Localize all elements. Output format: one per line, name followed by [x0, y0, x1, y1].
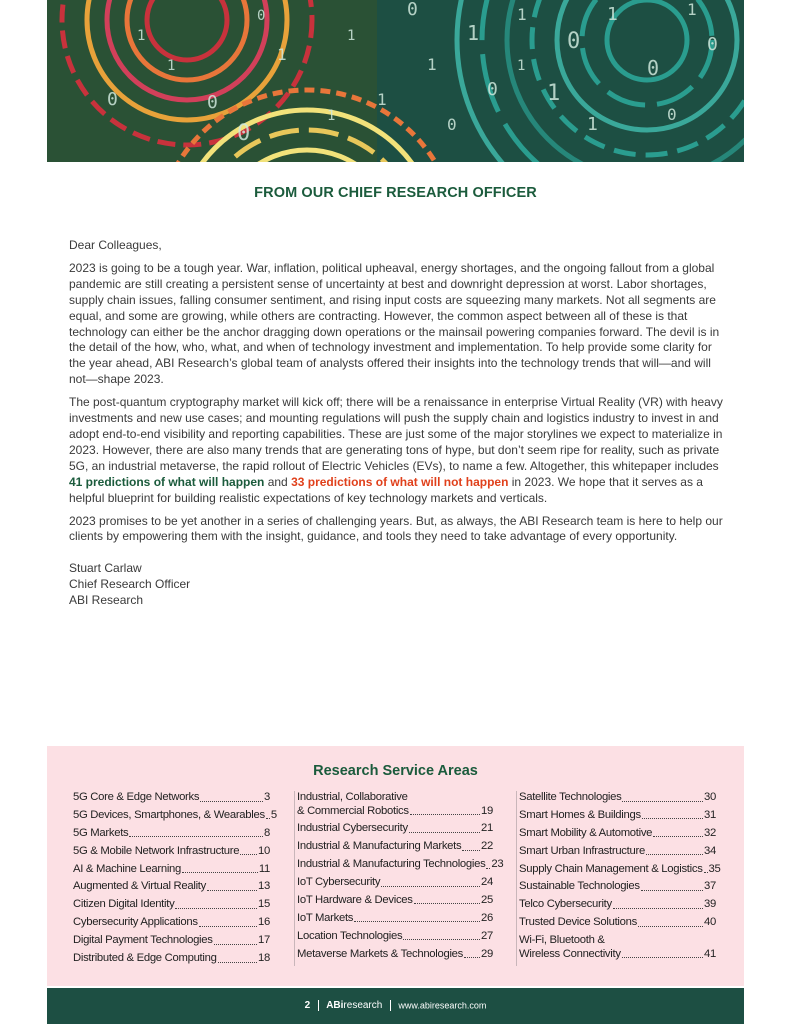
- toc-entry-name: Wireless Connectivity: [519, 947, 621, 960]
- toc-entry[interactable]: [297, 840, 493, 854]
- toc-leader-dots: [409, 832, 480, 833]
- section-heading: FROM OUR CHIEF RESEARCH OFFICER: [254, 185, 537, 201]
- banner-binary-digit: 1: [377, 90, 387, 109]
- toc-entry-name: IoT Hardware & Devices: [297, 893, 413, 906]
- banner-binary-digit: 1: [327, 108, 336, 124]
- toc-entry[interactable]: [297, 858, 504, 872]
- toc-leader-dots: [354, 921, 480, 922]
- footer-url[interactable]: www.abiresearch.com: [398, 1000, 487, 1011]
- banner-binary-digit: 1: [547, 81, 561, 106]
- paragraph-text: in 2023. We hope that it serves as a helpful blueprint for building realistic expectations of key technology markets and verticals.: [69, 474, 703, 505]
- toc-entry[interactable]: [73, 808, 277, 823]
- toc-entry[interactable]: [519, 862, 721, 877]
- toc-leader-dots: [175, 908, 257, 909]
- toc-entry-page: 23: [491, 858, 504, 871]
- abi-research-logo: [326, 1000, 382, 1011]
- toc-entry-page: 16: [258, 916, 270, 929]
- research-service-areas-title: Research Service Areas: [313, 763, 478, 779]
- toc-entry-name: Industrial & Manufacturing Technologies: [297, 858, 486, 871]
- toc-entry[interactable]: [519, 880, 716, 894]
- toc-leader-dots: [414, 903, 480, 904]
- header-banner-image: [47, 0, 744, 162]
- toc-entry-page: 10: [258, 844, 270, 857]
- toc-leader-dots: [207, 890, 257, 891]
- banner-binary-digit: 1: [137, 28, 146, 44]
- letter-body: [69, 238, 724, 609]
- toc-entry-name-line1: Wi-Fi, Bluetooth &: [519, 934, 605, 947]
- toc-leader-dots: [403, 939, 480, 940]
- toc-entry-page: 25: [481, 893, 493, 906]
- toc-entry[interactable]: [73, 880, 270, 894]
- toc-entry-name: Distributed & Edge Computing: [73, 952, 217, 965]
- signature-block: [69, 561, 724, 609]
- toc-entry[interactable]: [73, 934, 270, 948]
- toc-entry[interactable]: [73, 827, 270, 841]
- toc-leader-dots: [638, 926, 703, 927]
- signature-title: Chief Research Officer: [69, 577, 191, 592]
- toc-entry-page: 19: [481, 804, 493, 817]
- banner-binary-digit: 1: [517, 5, 527, 24]
- banner-binary-digit: 0: [487, 79, 498, 100]
- toc-leader-dots: [641, 890, 703, 891]
- toc-leader-dots: [622, 801, 703, 802]
- toc-entry-name: Industrial & Manufacturing Markets: [297, 840, 462, 853]
- toc-entry-page: 8: [264, 826, 270, 839]
- toc-entry-page: 34: [704, 844, 716, 857]
- toc-entry-name: 5G & Mobile Network Infrastructure: [73, 844, 240, 857]
- toc-entry[interactable]: [73, 863, 270, 877]
- toc-entry-page: 5: [270, 808, 277, 821]
- toc-entry[interactable]: [519, 845, 716, 859]
- toc-column-1: [73, 791, 277, 970]
- toc-entry-page: 26: [481, 911, 493, 924]
- toc-entry-name: Industrial Cybersecurity: [297, 822, 408, 835]
- toc-entry-name: 5G Devices, Smartphones, & Wearables: [73, 808, 265, 821]
- toc-entry[interactable]: [73, 916, 270, 930]
- banner-binary-digit: 1: [427, 55, 437, 74]
- toc-entry-name: Supply Chain Management & Logistics: [519, 862, 703, 875]
- banner-binary-digit: 0: [647, 56, 660, 80]
- toc-leader-dots: [381, 886, 480, 887]
- toc-entry[interactable]: [297, 876, 493, 890]
- highlight-will-happen: 41 predictions of what will happen: [69, 474, 265, 489]
- toc-entry-page: 13: [258, 880, 270, 893]
- toc-entry-page: 3: [264, 791, 270, 803]
- toc-entry[interactable]: [73, 845, 270, 859]
- toc-entry-page: 17: [258, 934, 270, 947]
- toc-entry-name: Location Technologies: [297, 929, 403, 942]
- toc-entry-name: Smart Mobility & Automotive: [519, 826, 653, 839]
- signature-org: ABI Research: [69, 593, 144, 608]
- paragraph-text: The post-quantum cryptography market will kick off; there will be a renaissance in enterprise Virtual Reality (VR) with heavy investments and new use cases; and mounting regulations will push the supply chain and logistics industry to invest in and adopt end-to-end visibility and reporting capabilities. These are just some of the major storylines we expect to materialize in 2023. However, there are also many trends that are generating tons of hype, but don’t seem ripe for reality, such as private 5G, an industrial metaverse, the rapid rollout of Electric Vehicles (EVs), to name a few. Altogether, this whitepaper includes: [69, 395, 723, 473]
- research-service-areas-box: [47, 746, 744, 986]
- banner-binary-digit: 0: [447, 115, 457, 134]
- toc-entry[interactable]: [519, 934, 716, 961]
- toc-leader-dots: [218, 962, 257, 963]
- toc-entry-name: Sustainable Technologies: [519, 880, 640, 893]
- toc-leader-dots: [646, 854, 703, 855]
- banner-binary-digit: 0: [667, 105, 677, 124]
- toc-entry-page: 29: [481, 947, 493, 960]
- toc-leader-dots: [410, 814, 480, 815]
- toc-entry-name-line1: Industrial, Collaborative: [297, 791, 408, 803]
- banner-binary-digit: 0: [207, 92, 218, 113]
- toc-entry[interactable]: [73, 791, 270, 805]
- toc-entry-page: 37: [704, 880, 716, 893]
- toc-entry[interactable]: [297, 912, 493, 926]
- toc-leader-dots: [129, 836, 263, 837]
- toc-entry-page: 32: [704, 826, 716, 839]
- toc-entry-name: AI & Machine Learning: [73, 862, 181, 875]
- toc-entry-name: Trusted Device Solutions: [519, 916, 637, 929]
- toc-entry-name: 5G Markets: [73, 826, 129, 839]
- toc-leader-dots: [200, 801, 263, 802]
- banner-binary-digit: 0: [407, 0, 418, 20]
- paragraph-text: and: [264, 474, 292, 489]
- toc-entry-name: Satellite Technologies: [519, 791, 622, 803]
- toc-leader-dots: [199, 926, 257, 927]
- toc-leader-dots: [653, 836, 703, 837]
- toc-column-2: [294, 791, 504, 966]
- toc-entry-page: 27: [481, 929, 493, 942]
- logo-rest: research: [343, 1000, 383, 1012]
- toc-entry-name: Augmented & Virtual Reality: [73, 880, 206, 893]
- toc-entry[interactable]: [519, 827, 716, 841]
- toc-leader-dots: [182, 872, 258, 873]
- banner-binary-digit: 1: [587, 114, 598, 135]
- footer-divider: [390, 1000, 391, 1011]
- toc-entry-page: 11: [258, 862, 270, 875]
- toc-leader-dots: [622, 957, 703, 958]
- toc-entry-page: 39: [704, 898, 716, 911]
- toc-entry[interactable]: [519, 809, 716, 823]
- toc-leader-dots: [464, 957, 480, 958]
- toc-entry[interactable]: [297, 948, 493, 962]
- banner-binary-digit: 0: [257, 8, 266, 24]
- highlight-will-not-happen: 33 predictions of what will not happen: [291, 474, 509, 489]
- toc-entry[interactable]: [73, 952, 270, 966]
- toc-leader-dots: [704, 872, 708, 873]
- letter-paragraph-2: [69, 395, 724, 506]
- toc-entry[interactable]: [297, 791, 493, 818]
- toc-leader-dots: [240, 854, 257, 855]
- toc-entry-page: 30: [704, 791, 716, 803]
- banner-binary-digit: 0: [237, 121, 251, 146]
- letter-paragraph-1: 2023 is going to be a tough year. War, inflation, political upheaval, energy shortages, and the ongoing fallout from a global pandemic are still creating a persistent sense of uncertainty at best and downright depression at worst. Labor shortages, supply chain issues, falling consumer sentiment, and rising input costs are squeezing many markets. Not all segments are equal, and some are growing, while others are contracting. However, the common aspect between all of these is that technology can either be the anchor dragging down operations or the mainsail powering companies forward. The devil is in the detail of the how, who, what, and when of technology investment and implementation. To help provide some clarity for the year ahead, ABI Research’s global team of analysts offered their insights into the technology trends that will—and will not—shape 2023.: [69, 260, 720, 387]
- toc-entry-page: 21: [481, 822, 493, 835]
- footer-divider: [318, 1000, 319, 1011]
- signature-name: Stuart Carlaw: [69, 561, 142, 576]
- toc-entry[interactable]: [519, 916, 716, 930]
- toc-entry-name: IoT Cybersecurity: [297, 876, 381, 889]
- toc-entry-name: Smart Urban Infrastructure: [519, 844, 645, 857]
- toc-entry-name: Citizen Digital Identity: [73, 898, 175, 911]
- banner-binary-digit: 0: [567, 29, 581, 54]
- toc-entry-name: IoT Markets: [297, 911, 354, 924]
- banner-binary-digit: 0: [107, 89, 118, 110]
- letter-paragraph-3: 2023 promises to be yet another in a series of challenging years. But, as always, the ABI Research team is here to help our clients by empowering them with the insight, guidance, and tools they need to take advantage of every opportunity.: [69, 513, 723, 544]
- toc-leader-dots: [462, 850, 480, 851]
- banner-binary-digit: 1: [517, 58, 526, 74]
- toc-entry-page: 22: [481, 840, 493, 853]
- banner-binary-digit: 1: [347, 28, 356, 44]
- banner-binary-digit: 1: [167, 58, 176, 74]
- toc-entry-name: Smart Homes & Buildings: [519, 808, 641, 821]
- toc-entry[interactable]: [519, 898, 716, 912]
- toc-entry-name: 5G Core & Edge Networks: [73, 791, 200, 803]
- logo-bold: ABi: [326, 1000, 344, 1012]
- toc-entry[interactable]: [297, 930, 493, 944]
- footer-page-number: 2: [304, 1000, 311, 1012]
- banner-binary-digit: 0: [707, 34, 718, 55]
- banner-graphic: [47, 0, 744, 162]
- toc-entry-name: & Commercial Robotics: [297, 804, 409, 817]
- toc-entry[interactable]: [297, 894, 493, 908]
- toc-entry[interactable]: [519, 791, 716, 805]
- toc-leader-dots: [266, 818, 270, 819]
- toc-entry-name: Telco Cybersecurity: [519, 898, 612, 911]
- toc-entry-page: 35: [708, 862, 721, 875]
- toc-entry-page: 31: [704, 808, 716, 821]
- toc-leader-dots: [486, 868, 490, 869]
- toc-entry-name: Digital Payment Technologies: [73, 934, 213, 947]
- toc-column-3: [516, 791, 721, 966]
- page-footer: [47, 988, 744, 1024]
- toc-leader-dots: [613, 908, 703, 909]
- toc-entry[interactable]: [73, 898, 270, 912]
- banner-binary-digit: 1: [607, 4, 618, 25]
- banner-binary-digit: 1: [467, 21, 480, 45]
- toc-entry-page: 40: [704, 916, 716, 929]
- toc-leader-dots: [642, 818, 703, 819]
- letter-greeting: Dear Colleagues,: [69, 238, 162, 252]
- toc-entry-name: Metaverse Markets & Technologies: [297, 947, 464, 960]
- banner-binary-digit: 1: [277, 45, 287, 64]
- toc-entry-page: 18: [258, 952, 270, 965]
- toc-entry-name: Cybersecurity Applications: [73, 916, 198, 929]
- toc-leader-dots: [214, 944, 257, 945]
- toc-entry-page: 24: [481, 876, 493, 889]
- toc-entry[interactable]: [297, 822, 493, 836]
- toc-entry-page: 41: [704, 947, 716, 960]
- toc-entry-page: 15: [258, 898, 270, 911]
- banner-binary-digit: 1: [687, 0, 697, 19]
